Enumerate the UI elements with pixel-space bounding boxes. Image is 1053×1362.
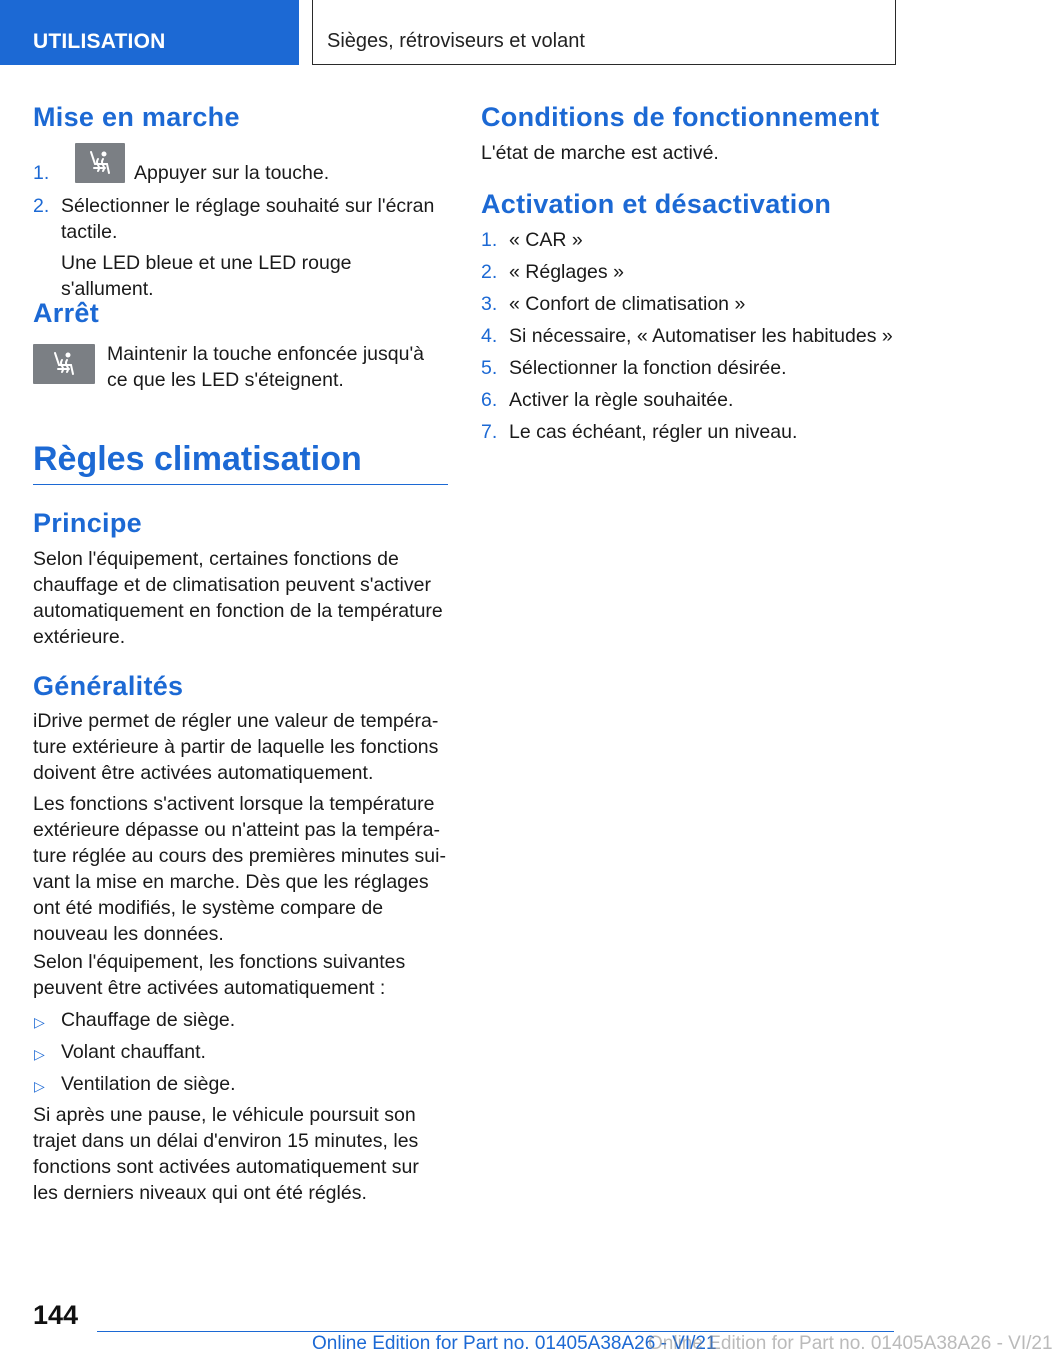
step-text: Si nécessaire, « Automatiser les habitudes » xyxy=(509,325,893,347)
step-number: 5. xyxy=(481,357,498,379)
principe-text: Selon l'équipement, certaines fonctions de chauffage et de climatisation peuvent s'activer automatiquement en fonction de la température extérieure. xyxy=(33,548,443,648)
step-number: 2. xyxy=(481,261,498,283)
step-text: Le cas échéant, régler un niveau. xyxy=(509,421,798,443)
chapter-tab xyxy=(312,0,896,65)
heading-regles-climatisation: Règles climatisation xyxy=(33,440,362,478)
step-text: « Confort de climatisation » xyxy=(509,293,746,315)
section-label: UTILISATION xyxy=(33,30,166,53)
bullet-text: Ventilation de siège. xyxy=(61,1073,236,1095)
step-number: 3. xyxy=(481,293,498,315)
triangle-bullet-icon: ▷ xyxy=(34,1014,45,1030)
footer-edition: Online Edition for Part no. 01405A38A26 - VI/21 xyxy=(312,1333,717,1354)
step-text: « CAR » xyxy=(509,229,583,251)
triangle-bullet-icon: ▷ xyxy=(34,1078,45,1094)
step-note: Une LED bleue et une LED rouge s'allument. xyxy=(61,252,352,300)
heading-arret: Arrêt xyxy=(33,298,100,328)
step-text: « Réglages » xyxy=(509,261,624,283)
heading-generalites: Généralités xyxy=(33,671,184,701)
heading-activation: Activation et désactivation xyxy=(481,189,832,219)
generalites-paragraph: Les fonctions s'activent lorsque la température extérieure dépasse ou n'atteint pas la température réglée au cours des premières minutes suivant la mise en marche. Dès que les réglages ont été modifiés, le système compare de nouveau les données. xyxy=(33,793,446,945)
conditions-text: L'état de marche est activé. xyxy=(481,142,719,164)
step-number: 4. xyxy=(481,325,498,347)
step-number: 2. xyxy=(33,195,50,217)
section-tab xyxy=(0,0,299,65)
step-text: Sélectionner le réglage souhaité sur l'écran tactile. xyxy=(61,195,435,243)
bullet-text: Volant chauffant. xyxy=(61,1041,206,1063)
seat-ventilation-icon xyxy=(75,143,125,183)
step-text: Activer la règle souhaitée. xyxy=(509,389,734,411)
bullet-text: Chauffage de siège. xyxy=(61,1009,236,1031)
triangle-bullet-icon: ▷ xyxy=(34,1046,45,1062)
heading-mise-en-marche: Mise en marche xyxy=(33,102,240,132)
step-number: 1. xyxy=(481,229,498,251)
generalites-paragraph: Selon l'équipement, les fonctions suivantes peuvent être activées automatiquement : xyxy=(33,951,406,999)
seat-ventilation-icon xyxy=(33,344,95,384)
page-number: 144 xyxy=(33,1300,79,1330)
arret-text: Maintenir la touche enfoncée jusqu'à ce que les LED s'éteignent. xyxy=(107,343,425,391)
watermark: Online Edition for Part no. 01405A38A26 - VI/21 xyxy=(648,1333,1053,1354)
chapter-label: Sièges, rétroviseurs et volant xyxy=(327,30,585,52)
step-text: Sélectionner la fonction désirée. xyxy=(509,357,787,379)
heading-conditions: Conditions de fonctionnement xyxy=(481,102,880,132)
heading-rule xyxy=(33,484,448,485)
generalites-paragraph: Si après une pause, le véhicule poursuit son trajet dans un délai d'environ 15 minutes, les fonctions sont activées automatiquement sur les derniers niveaux qui ont été réglés. xyxy=(33,1104,419,1204)
step-number: 7. xyxy=(481,421,498,443)
footer-rule xyxy=(97,1331,894,1332)
heading-principe: Principe xyxy=(33,508,142,538)
step-number: 6. xyxy=(481,389,498,411)
step-number: 1. xyxy=(33,162,50,184)
generalites-paragraph: iDrive permet de régler une valeur de température extérieure à partir de laquelle les fonctions doivent être activées automatiquement. xyxy=(33,710,439,784)
step-text: Appuyer sur la touche. xyxy=(134,162,330,184)
